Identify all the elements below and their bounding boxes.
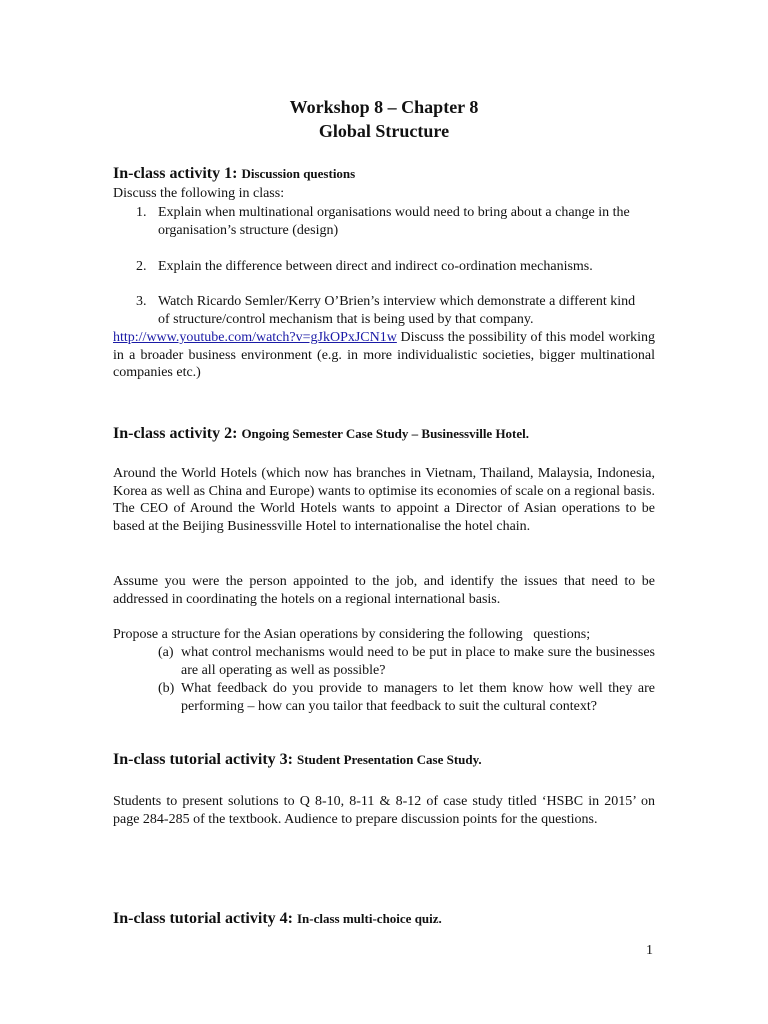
activity-4-subtitle: In-class multi-choice quiz. — [296, 911, 442, 926]
list-item: what control mechanisms would need to be put in place to make sure the businesses are all operating as well as possible? — [181, 645, 655, 678]
video-discussion-text: Discuss the possibility of this model working in a broader business environment (e.g. in more individualistic societies, bigger multinational companies etc.) — [113, 330, 655, 380]
page-number: 1 — [646, 943, 653, 958]
activity-1-heading — [113, 165, 355, 183]
list-item-number: 1. — [136, 205, 147, 220]
activity-2-heading — [113, 425, 529, 443]
list-item: Watch Ricardo Semler/Kerry O’Brien’s interview which demonstrate a different kind of structure/control mechanism that is being used by that company. — [158, 294, 636, 327]
activity-1-subtitle: Discussion questions — [241, 166, 356, 181]
assumption-paragraph: Assume you were the person appointed to the job, and identify the issues that need to be addressed in coordinating the hotels on a regional international basis. — [113, 574, 655, 607]
activity-3-subtitle: Student Presentation Case Study. — [296, 752, 482, 767]
presentation-paragraph: Students to present solutions to Q 8-10, 8-11 & 8-12 of case study titled ‘HSBC in 2015’ on page 284-285 of the textbook. Audience to prepare discussion points for the questions. — [113, 794, 655, 827]
case-study-paragraph: Around the World Hotels (which now has branches in Vietnam, Thailand, Malaysia, Indonesia, Korea as well as China and Europe) wants to optimise its economies of scale on a regional basis. The CEO of Around the World Hotels wants to appoint a Director of Asian operations to be based at the Beijing Businessville Hotel to internationalise the hotel chain. — [113, 466, 655, 534]
activity-1-intro: Discuss the following in class: — [113, 186, 285, 201]
document-title: Workshop 8 – Chapter 8 — [289, 97, 479, 117]
list-item: Explain when multinational organisations would need to bring about a change in the organisation’s structure (design) — [158, 205, 630, 238]
activity-1-label: In-class activity 1: — [113, 165, 238, 182]
list-item: What feedback do you provide to managers to let them know how well they are performing – how can you tailor that feedback to suit the cultural context? — [181, 681, 655, 714]
list-item-number: 2. — [136, 259, 147, 274]
list-item-letter: (a) — [158, 645, 174, 660]
document-subtitle: Global Structure — [318, 121, 450, 141]
list-item-number: 3. — [136, 294, 147, 309]
list-item-letter: (b) — [158, 681, 175, 696]
structure-prompt: Propose a structure for the Asian operations by considering the following questions; — [113, 627, 591, 642]
video-paragraph — [113, 329, 655, 382]
activity-2-label: In-class activity 2: — [113, 425, 238, 442]
list-item: Explain the difference between direct and indirect co-ordination mechanisms. — [158, 259, 593, 274]
activity-3-heading — [113, 751, 482, 769]
youtube-link[interactable]: http://www.youtube.com/watch?v=gJkOPxJCN1w — [113, 330, 397, 345]
activity-4-heading — [113, 910, 442, 928]
activity-3-label: In-class tutorial activity 3: — [113, 751, 293, 768]
activity-2-subtitle: Ongoing Semester Case Study – Businessville Hotel. — [241, 426, 530, 441]
activity-4-label: In-class tutorial activity 4: — [113, 910, 293, 927]
